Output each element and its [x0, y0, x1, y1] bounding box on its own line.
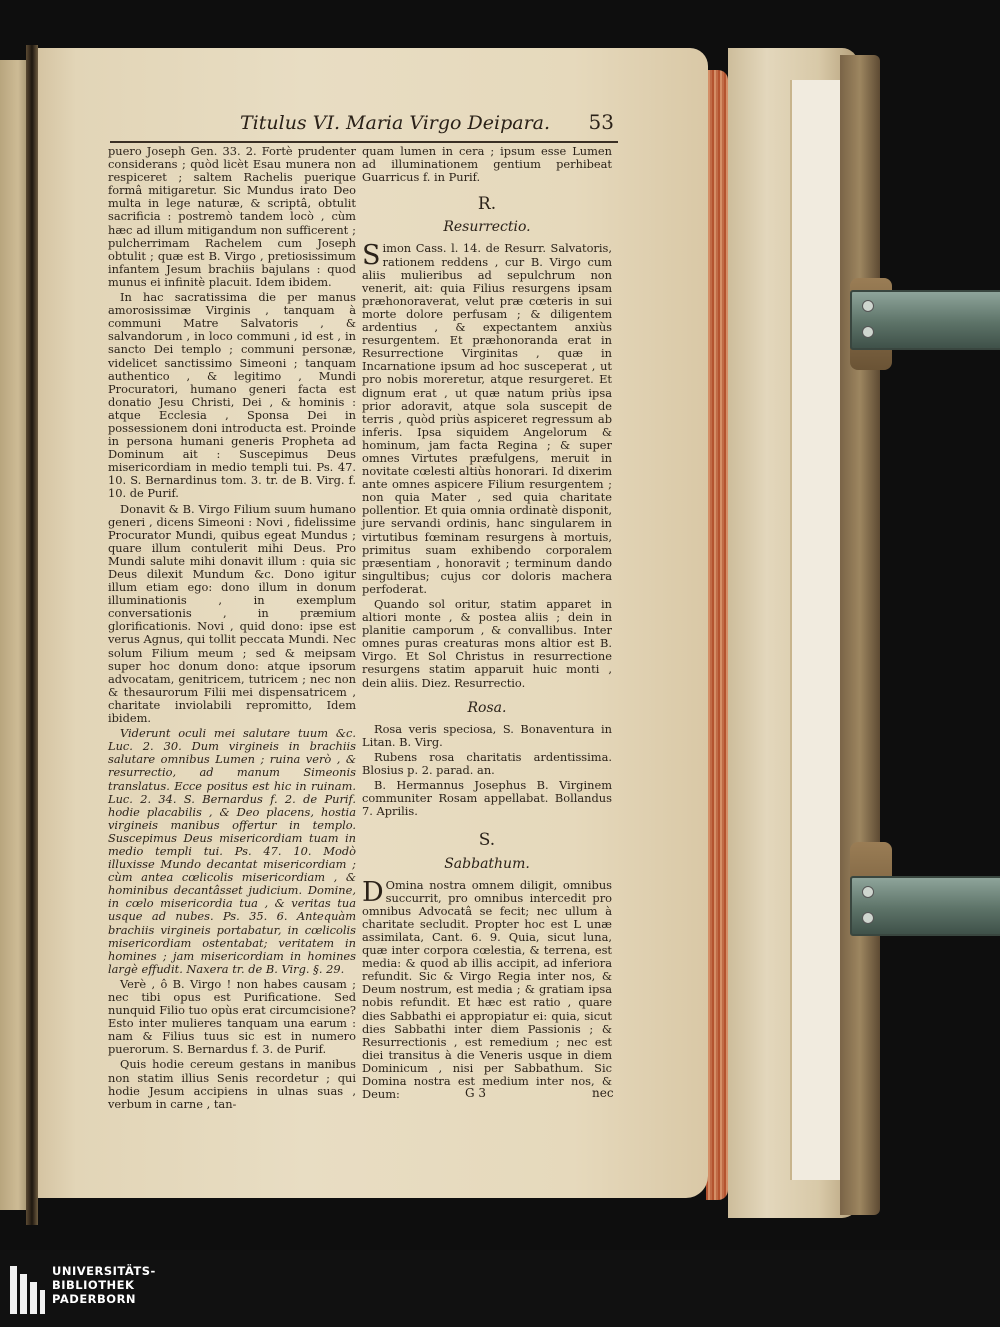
book-cover-edge: [840, 55, 880, 1215]
section-letter-s: S.: [478, 830, 496, 851]
paragraph: Rosa veris speciosa, S. Bonaventura in Litan. B. Virg.: [362, 721, 612, 749]
running-title: Titulus VI. Maria Virgo Deipara.: [240, 112, 551, 134]
binding-gutter: [26, 45, 38, 1225]
heading-sabbathum: Sabbathum.: [444, 855, 530, 872]
rivet-icon: [862, 300, 874, 312]
paragraph: quam lumen in cera ; ipsum esse Lumen ad illuminationem gentium perhibeat Guarricus f. in Purif.: [362, 144, 612, 185]
library-name-line: PADERBORN: [52, 1292, 137, 1306]
right-text-column: [362, 145, 612, 1103]
heading-rosa: Rosa.: [467, 699, 507, 716]
drop-capital: S: [362, 240, 381, 272]
paragraph: [362, 242, 612, 596]
clasp-upper: [850, 290, 1000, 350]
paragraph: [362, 876, 612, 1102]
rivet-icon: [862, 912, 874, 924]
page-number: 53: [588, 110, 614, 134]
footer-bar: [0, 1250, 1000, 1327]
library-logo-icon: [10, 1266, 46, 1314]
paragraph: puero Joseph Gen. 33. 2. Fortè prudenter considerans ; quòd licèt Esau munera non respiceret ; saltem Rachelis puerique formâ mitigaretur. Sic Mundus irato Deo multa in lege naturæ, & scriptâ, obtulit sacrificia : postremò tandem locò , cùm hæc ad illum mitigandum non sufficerent ; pulcherrimam Rachelem cum Joseph obtulit ; quæ est B. Virgo , pretiosissimum infantem Jesum brachiis bajulans : quod munus ei infinitè placuit. Idem ibidem.: [108, 144, 356, 289]
paragraph: Verè , ô B. Virgo ! non habes causam ; nec tibi opus est Purificatione. Sed nunquid Filio tuo opùs erat circumcisione? Esto inter mulieres tanquam una earum : nam & Filius tuus sic est in numero puerorum. S. Bernardus f. 3. de Purif.: [108, 976, 356, 1057]
paragraph-text: Omina nostra omnem diligit, omnibus succurrit, pro omnibus intercedit pro omnibus Advocatâ se fecit; nec ullum à charitate secludit. Propter hoc est L unæ assimilata, Cant. 6. 9. Quia, sicut luna, quæ inter corpora cœlestia, & terrena, est media: & quod ab illis accipit, ad inferiora refundit. Sic & Virgo Regia inter nos, & Deum nostrum, est media ; & gratiam ipsa nobis refundit. Et hæc est ratio , quare dies Sabbathi ei appropiatur ei: quia, sicut dies Sabbathi inter diem Passionis ; & Resurrectionis , est remedium ; nec est diei transitus à die Veneris usque in diem Dominicum , nisi per Sabbathum. Sic Domina nostra est medium inter nos, & Deum:: [362, 877, 612, 1102]
rivet-icon: [862, 886, 874, 898]
paragraph: B. Hermannus Josephus B. Virginem communiter Rosam appellabat. Bollandus 7. Aprilis.: [362, 778, 612, 819]
red-page-edges: [706, 70, 728, 1200]
paragraph: Donavit & B. Virgo Filium suum humano generi , dicens Simeoni : Novi , fidelissime Procurator Mundi, quibus egeat Mundus ; quare illum contulerit mihi Deus. Pro Mundi salute mihi donavit illum : quia sic Deus dilexit Mundum &c. Dono igitur illum etiam ego: dono illum in donum illuminationis , in exemplum conversationis , in præmium glorificationis. Novi , quid dono: ipse est verus Agnus, qui tollit peccata Mundi. Nec solum Filium meum ; sed & meipsam super hoc donum dono: atque ipsorum advocatam, genitricem, tutricem ; nec non & thesaurorum Filii mei dispensatricem , charitate inviolabili repromitto, Idem ibidem.: [108, 501, 356, 726]
drop-capital: D: [362, 876, 384, 908]
paragraph: In hac sacratissima die per manus amorosissimæ Virginis , tanquam à communi Matre Salvatoris , & salvandorum , in loco communi , id est , in sancto Dei templo ; communi personæ, videlicet sanctissimo Simeoni ; tanquam authentico , & legitimo , Mundi Procuratori, humano generi facta est donatio Jesu Christi, Dei , & hominis : atque Ecclesia , Sponsa Dei in possessionem doni introducta est. Proinde in persona humani generis Propheta ad Dominum ait : Suscepimus Deus misericordiam in medio templi tui. Ps. 47. 10. S. Bernardinus tom. 3. tr. de B. Virg. f. 10. de Purif.: [108, 290, 356, 501]
library-name-line: BIBLIOTHEK: [52, 1278, 135, 1292]
signature-mark: G 3: [465, 1086, 487, 1100]
section-letter-r: R.: [477, 194, 497, 215]
catchword: nec: [592, 1086, 614, 1100]
header-rule: [110, 141, 618, 143]
library-name[interactable]: [52, 1264, 156, 1306]
paragraph: Rubens rosa charitatis ardentissima. Blosius p. 2. parad. an.: [362, 749, 612, 778]
heading-resurrectio: Resurrectio.: [443, 219, 531, 236]
paragraph-text: imon Cass. l. 14. de Resurr. Salvatoris, rationem reddens , cur B. Virgo cum aliis mulieribus ad sepulchrum non venerit, ait: quia Filius resurgens ipsam præhonoraverat, velut præ cœteris in sui morte dolore perfusam ; & diligentem ardentius , & expectantem anxiùs resurgentem. Et præhonoranda erat in Resurrectione Virginitas , quæ in Incarnatione ipsum ad hoc susceperat , ut pro nobis moreretur, atque resurgeret. Et dignum erat , ut quæ natum priùs ipsa prior adoravit, atque sola suscepit de terris , quòd priùs aspiceret regressum ab inferis. Ipsa siquidem Angelorum & hominum, jam facta Regina ; & super omnes Virtutes præfulgens, meruit in novitate cœlesti altiùs honorari. Id dixerim ante omnes aspicere Filium resurgentem ; non quia Mater , sed quia charitate pollentior. Et quia omnia ordinatè disponit, jure servandi ordinis, hanc singularem in virtutibus fœminam resurgens à mortuis, primitus suam exhibendo corporalem præsentiam , honoravit ; terminum dando singultibus; cujus cor doloris machera perfoderat.: [362, 241, 612, 596]
rivet-icon: [862, 326, 874, 338]
paragraph: Quis hodie cereum gestans in manibus non statim illius Senis recordetur ; qui hodie Jesum accipiens in ulnas suas , verbum in carne , tan-: [108, 1057, 356, 1111]
running-head: [110, 112, 616, 142]
library-name-line: UNIVERSITÄTS-: [52, 1264, 156, 1278]
paragraph: Viderunt oculi mei salutare tuum &c. Luc. 2. 30. Dum virgineis in brachiis salutare omnibus Lumen ; ruina verò , & resurrectio, ad manum Simeonis translatus. Ecce positus est hic in ruinam. Luc. 2. 34. S. Bernardus f. 2. de Purif. hodie placabilis , & Deo placens, hostia virgineis manibus offertur in templo. Suscepimus Deus misericordiam tuam in medio templi tui. Ps. 47. 10. Modò illuxisse Mundo decantat misericordiam ; cùm antea cœlicolis misericordiam , & hominibus decantâsset judicium. Domine, in cœlo misericordia tua , & veritas tua usque ad nubes. Ps. 35. 6. Antequàm brachiis virgineis portabatur, in cœlicolis misericordiam ostentabat; veritatem in homines ; jam misericordiam in homines largè effudit. Naxera tr. de B. Virg. §. 29.: [108, 726, 356, 976]
clasp-lower: [850, 876, 1000, 936]
left-text-column: [108, 145, 356, 1113]
paragraph: Quando sol oritur, statim apparet in altiori monte , & postea aliis ; dein in planitie camporum , & convallibus. Inter omnes puras creaturas mons altior est B. Virgo. Et Sol Christus in resurrectione resurgens statim apparuit huic monti , dein aliis. Diez. Resurrectio.: [362, 597, 612, 690]
